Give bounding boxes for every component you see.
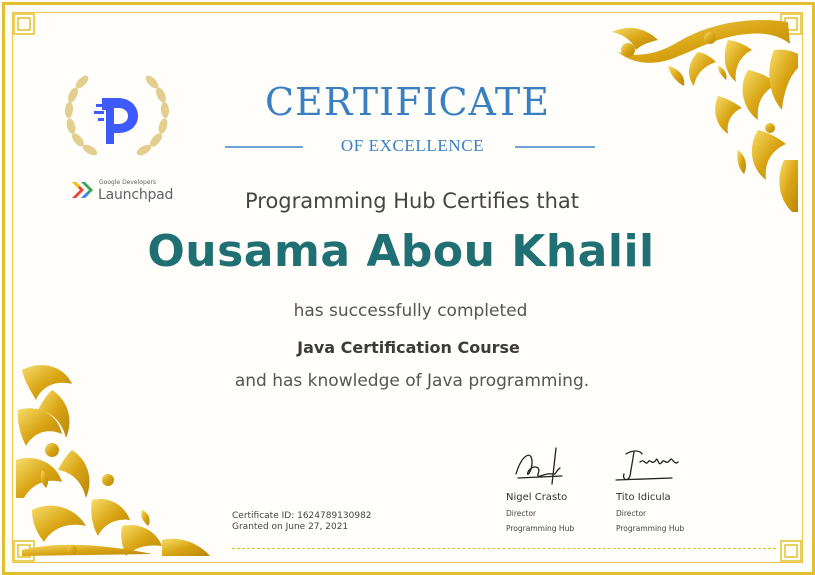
google-developers-label: Google Developers: [99, 179, 157, 186]
subtitle-right-divider: [515, 146, 595, 148]
signatory-name-1: Nigel Crasto: [506, 492, 568, 503]
signature-image-2: [612, 446, 686, 486]
signatory-role-2: Director: [616, 509, 647, 518]
recipient-name: Ousama Abou Khalil: [147, 226, 655, 277]
signatory-role-1: Director: [506, 509, 537, 518]
course-name: Java Certification Course: [297, 338, 520, 357]
corner-square-icon: [780, 540, 802, 562]
certifies-text: Programming Hub Certifies that: [244, 189, 579, 213]
signatory-org-1: Programming Hub: [506, 524, 575, 533]
knowledge-text: and has knowledge of Java programming.: [234, 371, 590, 391]
signatory-org-2: Programming Hub: [616, 524, 685, 533]
subtitle-row: [225, 134, 600, 158]
certificate-title: CERTIFICATE: [264, 80, 550, 124]
signature-image-1: [512, 444, 572, 488]
completed-text: has successfully completed: [293, 301, 528, 321]
bottom-dashed-divider: [232, 548, 776, 549]
granted-date: Granted on June 27, 2021: [232, 522, 349, 532]
launchpad-label: Launchpad: [98, 187, 174, 203]
signatory-name-2: Tito Idicula: [616, 492, 671, 503]
certificate-subtitle: OF EXCELLENCE: [340, 136, 485, 155]
corner-square-icon: [13, 13, 35, 35]
certificate-id: Certificate ID: 1624789130982: [232, 511, 372, 521]
certificate-meta: [232, 511, 372, 533]
